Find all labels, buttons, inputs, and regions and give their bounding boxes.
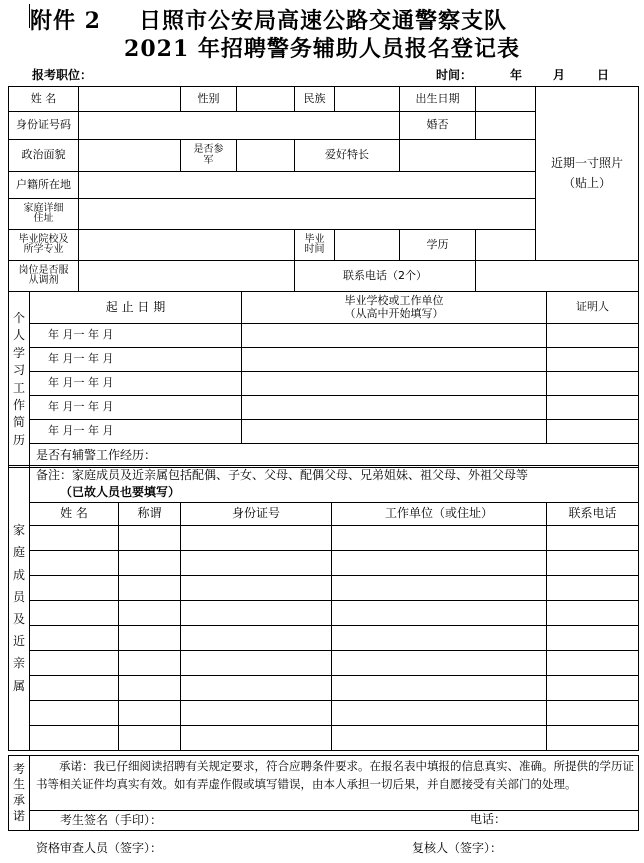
resume-school-cell[interactable] <box>242 324 547 348</box>
marital-field[interactable] <box>476 112 536 140</box>
name-field[interactable] <box>79 87 181 112</box>
family-name-cell[interactable] <box>30 726 119 751</box>
reviewer-signature[interactable]: 资格审查人员（签字）： <box>36 841 163 855</box>
family-note-text: 备注：家庭成员及近亲属包括配偶、子女、父母、配偶父母、兄弟姐妹、祖父母、外祖父母等 <box>36 467 529 482</box>
family-relation-header: 称谓 <box>119 503 181 526</box>
family-work-cell[interactable] <box>332 576 547 601</box>
family-name-cell[interactable] <box>30 526 119 551</box>
time-label: 时间： <box>436 68 473 82</box>
pledge-signature-row <box>30 811 639 831</box>
family-name-cell[interactable] <box>30 651 119 676</box>
family-note <box>30 466 639 503</box>
resume-school-cell[interactable] <box>242 396 547 420</box>
family-row <box>9 626 639 651</box>
adjust-label: 岗位是否服从调剂 <box>9 261 79 292</box>
resume-witness-header: 证明人 <box>547 292 639 324</box>
family-name-cell[interactable] <box>30 551 119 576</box>
address-label: 家庭详细住址 <box>9 199 79 230</box>
family-id-header: 身份证号 <box>181 503 332 526</box>
grad-time-field[interactable] <box>335 230 400 261</box>
grad-time-label: 毕业时间 <box>295 230 335 261</box>
birth-date-label: 出生日期 <box>400 87 476 112</box>
address-field[interactable] <box>79 199 536 230</box>
resume-school-header <box>242 292 547 324</box>
gender-field[interactable] <box>237 87 295 112</box>
family-work-cell[interactable] <box>332 676 547 701</box>
specialty-label: 爱好特长 <box>295 140 400 172</box>
resume-period-cell[interactable]: 年 月一 年 月 <box>30 324 242 348</box>
resume-section-text: 个人学习工作简历 <box>13 310 26 447</box>
family-row <box>9 676 639 701</box>
hukou-field[interactable] <box>79 172 536 199</box>
family-phone-cell[interactable] <box>547 526 639 551</box>
resume-period-cell[interactable]: 年 月一 年 月 <box>30 348 242 372</box>
family-relation-cell[interactable] <box>119 601 181 626</box>
family-relation-cell[interactable] <box>119 626 181 651</box>
family-relation-cell[interactable] <box>119 576 181 601</box>
family-work-cell[interactable] <box>332 701 547 726</box>
resume-period-cell[interactable]: 年 月一 年 月 <box>30 396 242 420</box>
family-id-cell[interactable] <box>181 651 332 676</box>
family-row <box>9 551 639 576</box>
family-work-cell[interactable] <box>332 526 547 551</box>
attachment-label: 附件 2 <box>30 8 101 34</box>
family-id-cell[interactable] <box>181 551 332 576</box>
family-work-cell[interactable] <box>332 626 547 651</box>
family-phone-cell[interactable] <box>547 576 639 601</box>
family-row <box>9 726 639 751</box>
family-phone-cell[interactable] <box>547 676 639 701</box>
photo-label: 近期一寸照片 <box>550 156 623 171</box>
family-work-cell[interactable] <box>332 551 547 576</box>
family-phone-cell[interactable] <box>547 551 639 576</box>
phone-field[interactable] <box>476 261 639 292</box>
family-relation-cell[interactable] <box>119 651 181 676</box>
political-label: 政治面貌 <box>9 140 79 172</box>
family-section-label <box>9 466 30 751</box>
title-line-1 <box>30 4 507 35</box>
family-row <box>9 601 639 626</box>
family-id-cell[interactable] <box>181 576 332 601</box>
adjust-field[interactable] <box>79 261 295 292</box>
family-name-header: 姓 名 <box>30 503 119 526</box>
hukou-label: 户籍所在地 <box>9 172 79 199</box>
family-phone-cell[interactable] <box>547 651 639 676</box>
family-name-cell[interactable] <box>30 576 119 601</box>
pledge-table <box>8 755 639 831</box>
education-label: 学历 <box>400 230 476 261</box>
family-id-cell[interactable] <box>181 701 332 726</box>
time-year: 年 <box>510 68 523 82</box>
resume-school-cell[interactable] <box>242 372 547 396</box>
id-number-label: 身份证号码 <box>9 112 79 140</box>
resume-row <box>9 348 639 372</box>
ethnicity-label: 民族 <box>295 87 335 112</box>
gender-label: 性别 <box>181 87 237 112</box>
family-work-cell[interactable] <box>332 726 547 751</box>
ethnicity-field[interactable] <box>335 87 400 112</box>
family-name-cell[interactable] <box>30 701 119 726</box>
resume-witness-cell[interactable] <box>547 324 639 348</box>
position-label: 报考职位： <box>32 68 93 82</box>
family-section-text: 家庭成员及近亲属 <box>13 523 26 693</box>
name-label: 姓 名 <box>9 87 79 112</box>
political-field[interactable] <box>79 140 181 172</box>
signature-label[interactable]: 考生签名（手印）： <box>60 812 163 827</box>
birth-date-field[interactable] <box>476 87 536 112</box>
family-phone-cell[interactable] <box>547 626 639 651</box>
veteran-label: 是否参军 <box>181 140 237 172</box>
school-field[interactable] <box>79 230 295 261</box>
rechecker-signature[interactable]: 复核人（签字）： <box>412 841 503 855</box>
family-phone-cell[interactable] <box>547 701 639 726</box>
resume-table <box>8 291 639 468</box>
family-row <box>9 526 639 551</box>
phone-label: 联系电话（2个） <box>295 261 476 292</box>
pledge-phone-label[interactable]: 电话： <box>470 812 507 826</box>
time-day: 日 <box>597 68 610 82</box>
family-relation-cell[interactable] <box>119 701 181 726</box>
resume-row <box>9 372 639 396</box>
resume-witness-cell[interactable] <box>547 372 639 396</box>
resume-period-cell[interactable]: 年 月一 年 月 <box>30 372 242 396</box>
family-work-cell[interactable] <box>332 601 547 626</box>
family-work-cell[interactable] <box>332 651 547 676</box>
family-relation-cell[interactable] <box>119 676 181 701</box>
family-id-cell[interactable] <box>181 676 332 701</box>
basic-info-table <box>8 86 639 292</box>
family-work-header: 工作单位（或住址） <box>332 503 547 526</box>
pledge-section-text: 考生承诺 <box>13 761 26 823</box>
family-relation-cell[interactable] <box>119 551 181 576</box>
family-name-cell[interactable] <box>30 601 119 626</box>
family-row <box>9 701 639 726</box>
resume-witness-cell[interactable] <box>547 420 639 444</box>
resume-school-header-sub: （从高中开始填写） <box>344 306 444 320</box>
family-table <box>8 465 639 751</box>
id-number-field[interactable] <box>79 112 400 140</box>
family-phone-header: 联系电话 <box>547 503 639 526</box>
photo-box[interactable] <box>536 87 639 261</box>
resume-school-cell[interactable] <box>242 348 547 372</box>
family-id-cell[interactable] <box>181 526 332 551</box>
specialty-field[interactable] <box>400 140 536 172</box>
title-line-2: 2021 年招聘警务辅助人员报名登记表 <box>124 36 520 62</box>
family-note-deceased: （已故人员也要填写） <box>60 485 181 499</box>
auxiliary-question[interactable]: 是否有辅警工作经历： <box>30 444 639 468</box>
family-row <box>9 576 639 601</box>
family-relation-cell[interactable] <box>119 726 181 751</box>
resume-witness-cell[interactable] <box>547 348 639 372</box>
pledge-text: 承诺：我已仔细阅读招聘有关规定要求，符合应聘条件要求。在报名表中填报的信息真实、准确。所提供的学历证书等相关证件均真实有效。如有弄虚作假或填写错误，由本人承担一切后果，并自愿接受有关部门的处理。 <box>30 756 639 811</box>
family-id-cell[interactable] <box>181 626 332 651</box>
title-org: 日照市公安局高速公路交通警察支队 <box>138 8 507 34</box>
resume-row <box>9 324 639 348</box>
resume-period-cell[interactable]: 年 月一 年 月 <box>30 420 242 444</box>
resume-section-label <box>9 292 30 468</box>
resume-row <box>9 396 639 420</box>
family-name-cell[interactable] <box>30 626 119 651</box>
family-relation-cell[interactable] <box>119 526 181 551</box>
family-name-cell[interactable] <box>30 676 119 701</box>
resume-witness-cell[interactable] <box>547 396 639 420</box>
time-month: 月 <box>553 68 566 82</box>
resume-school-cell[interactable] <box>242 420 547 444</box>
education-field[interactable] <box>476 230 536 261</box>
photo-paste-label: （贴上） <box>562 175 611 190</box>
family-id-cell[interactable] <box>181 601 332 626</box>
resume-school-header-text: 毕业学校或工作单位 <box>344 293 444 307</box>
marital-label: 婚否 <box>400 112 476 140</box>
school-label: 毕业院校及所学专业 <box>9 230 79 261</box>
family-row <box>9 651 639 676</box>
resume-row <box>9 420 639 444</box>
resume-period-header: 起 止 日 期 <box>30 292 242 324</box>
family-id-cell[interactable] <box>181 726 332 751</box>
family-phone-cell[interactable] <box>547 726 639 751</box>
pledge-section-label <box>9 756 30 831</box>
family-phone-cell[interactable] <box>547 601 639 626</box>
veteran-field[interactable] <box>237 140 295 172</box>
